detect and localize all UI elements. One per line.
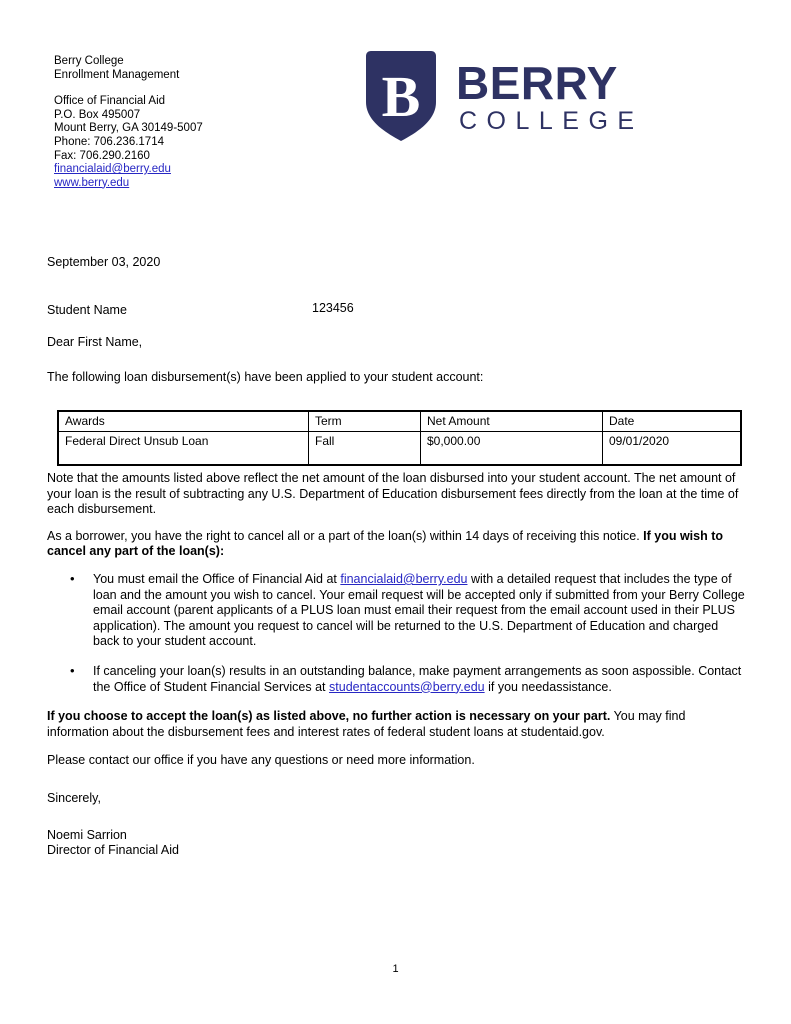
letterhead-address-block xyxy=(54,55,334,190)
fax-number: Fax: 706.290.2160 xyxy=(54,149,150,162)
student-name: Student Name xyxy=(47,302,127,317)
bullet1-text-before-link: You must email the Office of Financial Aid at xyxy=(93,571,341,586)
shield-icon xyxy=(362,50,440,142)
signer-title: Director of Financial Aid xyxy=(47,842,180,857)
website-link[interactable]: www.berry.edu xyxy=(54,176,130,189)
note-paragraph: Note that the amounts listed above reflect the net amount of the loan disbursed into your student account. The net amount of your loan is the result of subtracting any U.S. Department of Education disbursement fees directly from the loan at the time of each disbursement. xyxy=(47,471,739,517)
cell-term: Fall xyxy=(309,432,421,466)
berry-college-logo xyxy=(362,50,644,142)
salutation: Dear First Name, xyxy=(47,334,143,349)
cell-date: 09/01/2020 xyxy=(603,432,742,466)
financial-aid-email-link[interactable]: financialaid@berry.edu xyxy=(340,571,468,586)
cancellation-instructions-list xyxy=(47,572,748,695)
loan-disbursement-table xyxy=(57,410,742,466)
student-info-row xyxy=(47,301,747,317)
letter-heading-block xyxy=(47,255,747,386)
borrower-rights-paragraph xyxy=(47,529,748,560)
wordmark-berry: BERRY xyxy=(456,57,618,109)
org-name: Berry College xyxy=(54,55,124,67)
student-accounts-email-link[interactable]: studentaccounts@berry.edu xyxy=(329,679,485,694)
bullet2-text-before-link: If canceling your loan(s) results in an outstanding balance, make payment arrangements as soon aspossible. Contact the Office of Student Financial Services at xyxy=(93,663,742,694)
list-item xyxy=(47,664,748,695)
column-header-net-amount: Net Amount xyxy=(421,411,603,432)
column-header-date: Date xyxy=(603,411,742,432)
page-number: 1 xyxy=(392,963,399,975)
column-header-term: Term xyxy=(309,411,421,432)
acceptance-rest-text: You may find information about the disbursement fees and interest rates of federal student loans at studentaid.gov. xyxy=(47,709,686,739)
acceptance-paragraph xyxy=(47,709,748,740)
email-link[interactable]: financialaid@berry.edu xyxy=(54,163,171,176)
po-box: P.O. Box 495007 xyxy=(54,108,141,121)
borrower-rights-text: As a borrower, you have the right to cancel all or a part of the loan(s) within 14 days of receiving this notice. xyxy=(47,528,644,543)
student-id: 123456 xyxy=(312,300,354,315)
phone-number: Phone: 706.236.1714 xyxy=(54,135,164,148)
list-item xyxy=(47,572,748,650)
contact-paragraph: Please contact our office if you have any questions or need more information. xyxy=(47,753,475,768)
bullet2-text-after-link: if you needassistance. xyxy=(484,679,612,694)
signature-block xyxy=(47,828,748,858)
wordmark-college: COLLEGE xyxy=(459,107,644,135)
signer-name: Noemi Sarrion xyxy=(47,827,127,842)
letter-body-block xyxy=(47,471,748,858)
cell-award-name: Federal Direct Unsub Loan xyxy=(58,432,309,466)
letter-date: September 03, 2020 xyxy=(47,255,161,269)
spacer xyxy=(54,82,334,95)
acceptance-bold-text: If you choose to accept the loan(s) as listed above, no further action is necessary on your part. xyxy=(47,709,611,724)
org-division: Enrollment Management xyxy=(54,68,180,81)
cancel-instruction-bold: If you wish to cancel any part of the loan(s): xyxy=(47,528,724,559)
department-name: Office of Financial Aid xyxy=(54,95,166,108)
intro-paragraph: The following loan disbursement(s) have been applied to your student account: xyxy=(47,370,484,384)
column-header-awards: Awards xyxy=(58,411,309,432)
cell-net-amount: $0,000.00 xyxy=(421,432,603,466)
table-row xyxy=(58,432,741,466)
svg-text:B: B xyxy=(381,64,421,129)
sincerely-line: Sincerely, xyxy=(47,790,101,805)
city-state-zip: Mount Berry, GA 30149-5007 xyxy=(54,122,203,135)
logo-wordmark xyxy=(456,56,644,136)
bullet1-text-after-link: with a detailed request that includes the type of loan and the amount you wish to cancel. Your email request will be accepted only if submitted from your Berry College email account (parent applicants of a PLUS loan must email their request from the email account used in their PLUS application). The amount you request to cancel will be returned to the U.S. Department of Education and charged back to your student account. xyxy=(93,571,745,649)
table-header-row xyxy=(58,411,741,432)
